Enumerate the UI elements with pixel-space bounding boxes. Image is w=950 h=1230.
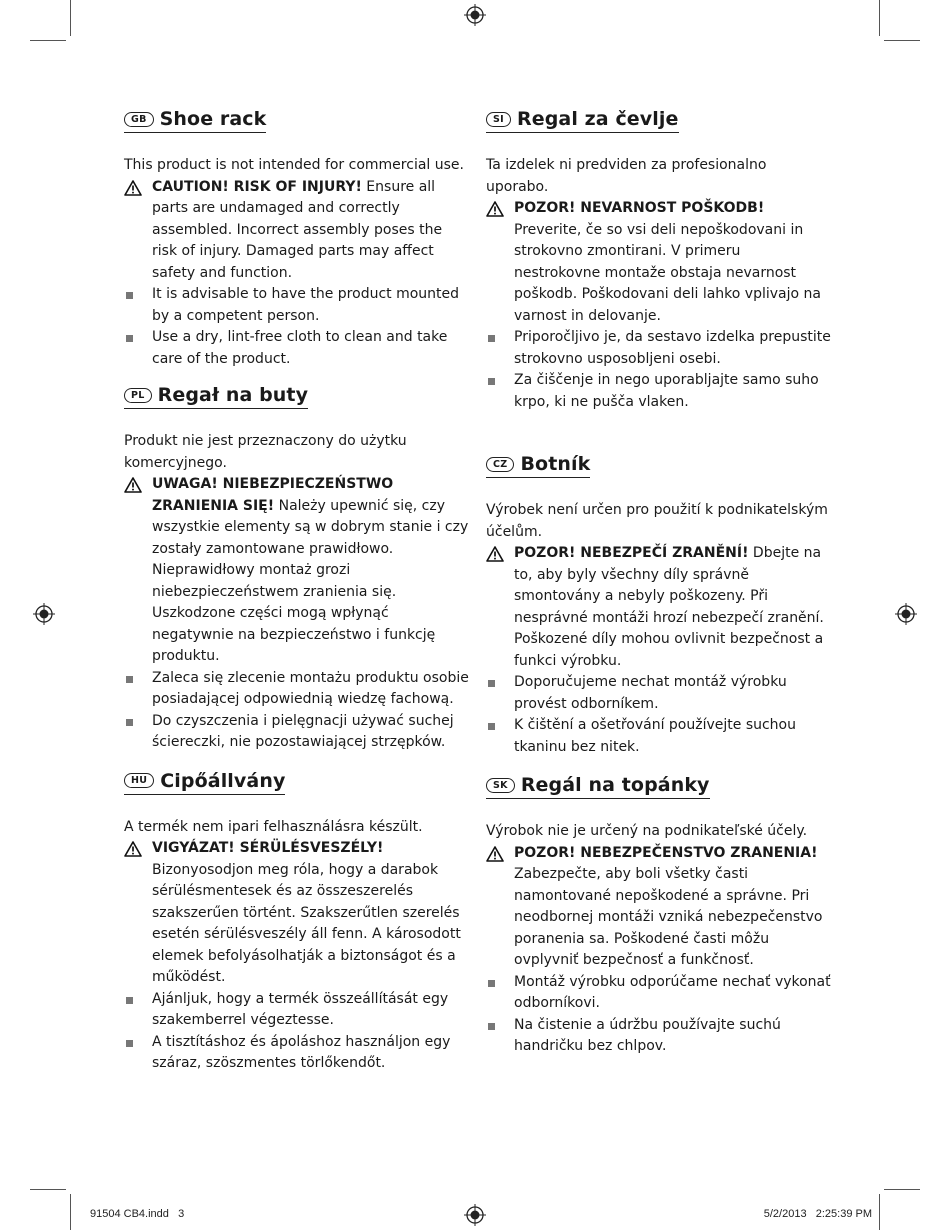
language-badge: CZ [486, 457, 514, 472]
list-item-text: Na čistenie a údržbu používajte suchú handričku bez chlpov. [514, 1016, 781, 1054]
crop-mark-bottom-right-h [884, 1189, 920, 1190]
registration-mark-icon [33, 603, 55, 625]
warning-item [124, 838, 469, 989]
square-bullet-icon [486, 1015, 514, 1058]
warning-text: Preverite, če so vsi deli nepoškodovani in strokovno zmontirani. V primeru nestrokovne montaže obstaja nevarnost poškodb. Poškodovani deli lahko vplivajo na varnost in delovanje. [514, 221, 821, 324]
square-bullet-icon [124, 327, 152, 370]
section-sk [486, 774, 831, 1058]
warning-triangle-icon [486, 843, 514, 972]
list-item-text: Do czyszczenia i pielęgnacji używać suchej ściereczki, nie pozostawiającej strzępków. [152, 712, 454, 750]
crop-mark-bottom-left-v [70, 1194, 71, 1230]
crop-mark-bottom-right-v [879, 1194, 880, 1230]
list-item [124, 668, 469, 711]
section-heading [124, 384, 308, 409]
crop-mark-bottom-left-h [30, 1189, 66, 1190]
list-item [486, 672, 831, 715]
warning-item [486, 198, 831, 327]
square-bullet-icon [124, 711, 152, 754]
square-bullet-icon [486, 972, 514, 1015]
intro-text: Výrobok nie je určený na podnikateľské účely. [486, 823, 808, 839]
list-item-text: Use a dry, lint-free cloth to clean and take care of the product. [152, 329, 448, 367]
warning-triangle-icon [486, 198, 514, 327]
crop-mark-top-right-v [879, 0, 880, 36]
section-title: Cipőállvány [160, 769, 286, 792]
section-hu [124, 770, 469, 1075]
warning-triangle-icon [124, 474, 152, 668]
list-item-text: Doporučujeme nechat montáž výrobku provést odborníkem. [514, 674, 787, 712]
language-badge: SI [486, 112, 511, 127]
footer-file-label: 91504 CB4.indd 3 [90, 1208, 185, 1220]
list-item [486, 972, 831, 1015]
section-cz [486, 453, 831, 758]
language-badge: GB [124, 112, 154, 127]
square-bullet-icon [124, 989, 152, 1032]
square-bullet-icon [486, 672, 514, 715]
list-item [124, 1032, 469, 1075]
list-item-text: Priporočljivo je, da sestavo izdelka prepustite strokovno usposobljeni osebi. [514, 329, 831, 367]
list-item-text: It is advisable to have the product mounted by a competent person. [152, 286, 460, 324]
section-si [486, 108, 831, 413]
language-badge: SK [486, 778, 515, 793]
column-left [124, 108, 469, 1089]
warning-text: Bizonyosodjon meg róla, hogy a darabok sérülésmentesek és az összeszerelés szakszerűen történt. Szakszerűtlen szerelés esetén sérülésveszély áll fenn. A károsodott elemek befolyásolhatják a biztonságot és a működést. [152, 861, 461, 985]
registration-mark-icon [464, 1204, 486, 1226]
warning-item [124, 177, 469, 285]
crop-mark-top-left-h [30, 40, 66, 41]
section-title: Botník [520, 453, 591, 475]
registration-mark-icon [464, 4, 486, 26]
square-bullet-icon [124, 1032, 152, 1075]
section-title: Regál na topánky [520, 774, 710, 796]
warning-heading: UWAGA! NIEBEZPIECZEŃSTWO ZRANIENIA SIĘ! [152, 476, 394, 514]
section-title: Regał na buty [157, 384, 309, 406]
list-item-text: A tisztításhoz és ápoláshoz használjon egy száraz, szöszmentes törlőkendőt. [152, 1033, 451, 1071]
list-item [486, 327, 831, 370]
warning-heading: POZOR! NEVARNOST POŠKODB! [514, 200, 765, 216]
warning-heading: POZOR! NEBEZPEČÍ ZRANĚNÍ! [514, 545, 749, 561]
warning-text: Ensure all parts are undamaged and correctly assembled. Incorrect assembly poses the risk of injury. Damaged parts may affect safety and function. [152, 178, 443, 281]
column-right [486, 108, 831, 1072]
intro-text: Ta izdelek ni predviden za profesionalno uporabo. [486, 157, 767, 195]
list-item [124, 711, 469, 754]
crop-mark-top-right-h [884, 40, 920, 41]
list-item-text: Ajánljuk, hogy a termék összeállítását egy szakemberrel végeztesse. [152, 990, 449, 1028]
warning-triangle-icon [486, 543, 514, 672]
list-item-text: Montáž výrobku odporúčame nechať vykonať odborníkovi. [514, 973, 831, 1011]
warning-item [486, 543, 831, 672]
section-heading [486, 108, 679, 133]
warning-text: Dbejte na to, aby byly všechny díly správně smontovány a nebyly poškozeny. Při nesprávné montáži hrozí nebezpečí zranění. Poškozené díly mohou ovlivnit bezpečnost a funkci výrobku. [514, 545, 824, 669]
warning-text: Zabezpečte, aby boli všetky časti namontované nepoškodené a správne. Pri neodbornej montáži vzniká nebezpečenstvo poranenia sa. Poškodené časti môžu ovplyvniť bezpečnosť a funkčnosť. [514, 866, 823, 968]
registration-mark-icon [895, 603, 917, 625]
list-item [124, 989, 469, 1032]
square-bullet-icon [486, 370, 514, 413]
warning-item [486, 843, 831, 972]
warning-triangle-icon [124, 838, 152, 989]
section-title: Shoe rack [159, 108, 267, 130]
list-item-text: K čištění a ošetřování používejte suchou tkaninu bez nitek. [514, 717, 796, 755]
warning-heading: VIGYÁZAT! SÉRÜLÉSVESZÉLY! [152, 840, 384, 856]
intro-text: Výrobek není určen pro použití k podnikatelským účelům. [486, 502, 828, 540]
section-heading [124, 770, 285, 795]
intro-text: A termék nem ipari felhasználásra készült. [124, 818, 423, 835]
footer-datetime: 5/2/2013 2:25:39 PM [763, 1208, 872, 1220]
section-heading [486, 774, 710, 799]
list-item [124, 284, 469, 327]
language-badge: PL [124, 388, 152, 403]
section-heading [124, 108, 266, 133]
warning-heading: CAUTION! RISK OF INJURY! [152, 178, 362, 195]
list-item [124, 327, 469, 370]
language-badge: HU [124, 773, 154, 788]
section-gb [124, 108, 469, 370]
warning-item [124, 474, 469, 668]
square-bullet-icon [124, 284, 152, 327]
warning-heading: POZOR! NEBEZPEČENSTVO ZRANENIA! [514, 844, 818, 861]
list-item-text: Za čiščenje in nego uporabljajte samo suho krpo, ki ne pušča vlaken. [514, 372, 819, 410]
list-item-text: Zaleca się zlecenie montażu produktu osobie posiadającej odpowiednią wiedzę fachową. [152, 669, 469, 707]
crop-mark-top-left-v [70, 0, 71, 36]
warning-text: Należy upewnić się, czy wszystkie elementy są w dobrym stanie i czy zostały zamontowane prawidłowo. Nieprawidłowy montaż grozi niebezpieczeństwem zranienia się. Uszkodzone części mogą wpłynąć negatywnie na bezpieczeństwo i funkcję produktu. [152, 497, 469, 664]
square-bullet-icon [486, 715, 514, 758]
list-item [486, 370, 831, 413]
list-item [486, 1015, 831, 1058]
square-bullet-icon [486, 327, 514, 370]
section-pl [124, 384, 469, 754]
section-title: Regal za čevlje [516, 108, 679, 130]
square-bullet-icon [124, 668, 152, 711]
list-item [486, 715, 831, 758]
intro-text: Produkt nie jest przeznaczony do użytku komercyjnego. [124, 433, 407, 471]
intro-text: This product is not intended for commercial use. [124, 157, 464, 173]
warning-triangle-icon [124, 177, 152, 285]
section-heading [486, 453, 590, 478]
